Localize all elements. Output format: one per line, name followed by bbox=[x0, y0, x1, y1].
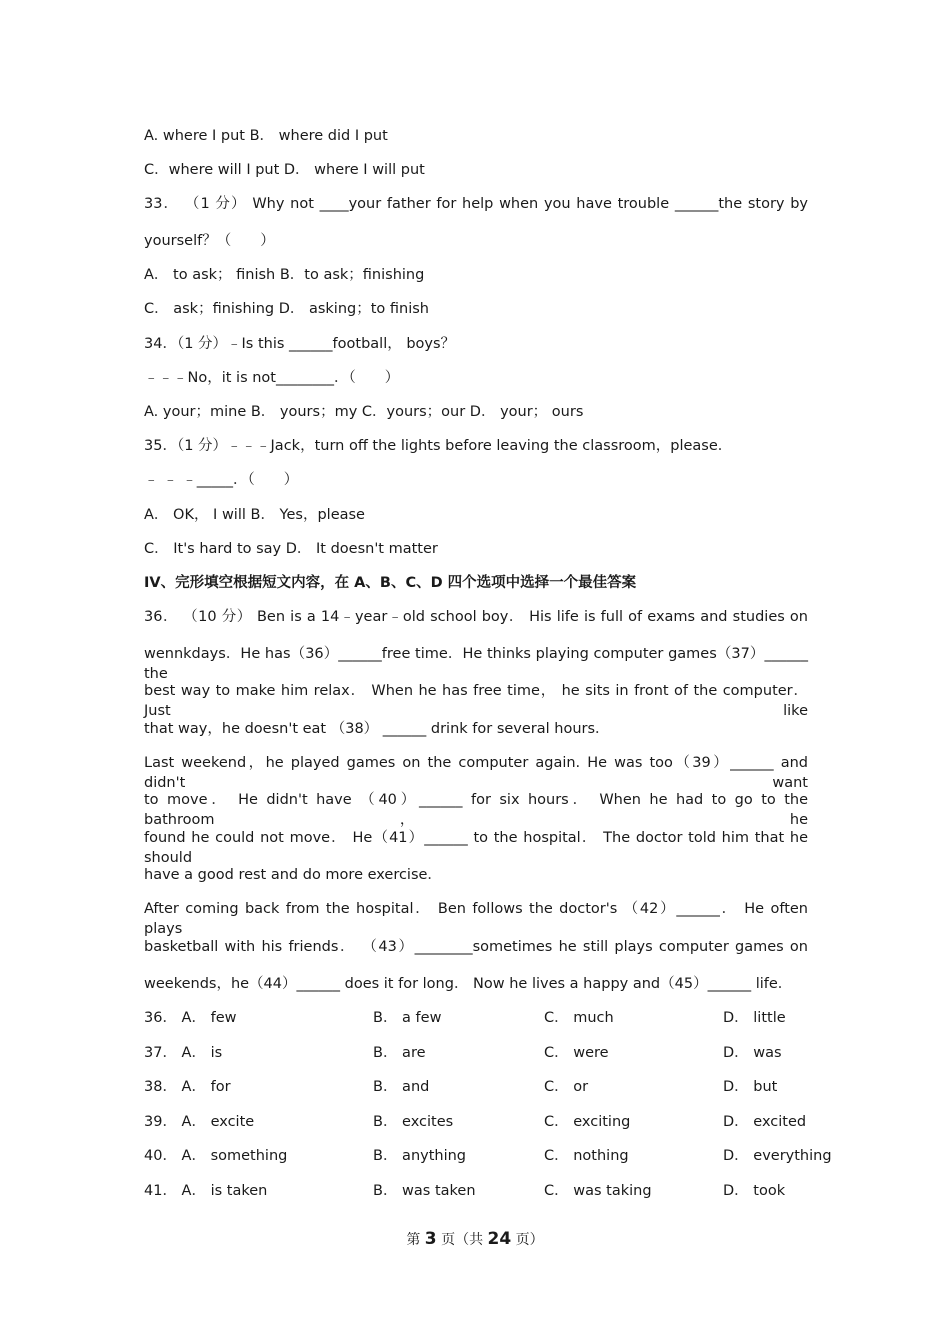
option-c: C． were bbox=[544, 1045, 609, 1061]
option-d: D． took bbox=[723, 1183, 786, 1199]
option-c: C． was taking bbox=[544, 1183, 652, 1199]
option-d: D． was bbox=[723, 1045, 782, 1061]
q34-options: A. your；mine B． yours；my C．yours；our D． your； ours bbox=[144, 404, 584, 420]
q33-options-line1: A． to ask； finish B．to ask；finishing bbox=[144, 267, 425, 283]
q32-options-line1: A. where I put B． where did I put bbox=[144, 128, 388, 144]
q34-question: 34．（1 分）﹣Is this ______football， boys？ bbox=[144, 336, 456, 352]
q33-question: 33． （1 分） Why not ____your father for help when you have trouble ______the story by bbox=[144, 196, 808, 212]
q32-options-line2: C．where will I put D． where I will put bbox=[144, 162, 425, 178]
option-b: B． excites bbox=[373, 1114, 454, 1130]
option-a: 40． A． something bbox=[144, 1148, 288, 1164]
option-d: D． but bbox=[723, 1079, 778, 1095]
option-a: 38． A． for bbox=[144, 1079, 231, 1095]
passage-line: have a good rest and do more exercise． bbox=[144, 867, 442, 883]
passage-line: best way to make him relax． When he has free time， he sits in front of the computer． Just like bbox=[144, 683, 808, 719]
passage-line: 36． （10 分） Ben is a 14﹣year﹣old school boy． His life is full of exams and studies on bbox=[144, 609, 808, 625]
section-heading: IV、完形填空根据短文内容，在 A、B、C、D 四个选项中选择一个最佳答案 bbox=[144, 575, 637, 591]
q35-options-line2: C． It's hard to say D． It doesn't matter bbox=[144, 541, 438, 557]
q35-question: 35．（1 分）﹣﹣﹣Jack，turn off the lights before leaving the classroom，please． bbox=[144, 438, 733, 454]
page-number: 3 bbox=[424, 1229, 437, 1249]
passage-line: wennkdays．He has（36）______free time．He thinks playing computer games（37）______ the bbox=[144, 646, 808, 682]
option-c: C． or bbox=[544, 1079, 589, 1095]
total-pages: 24 bbox=[487, 1229, 512, 1249]
option-d: D． excited bbox=[723, 1114, 807, 1130]
option-d: D． everything bbox=[723, 1148, 832, 1164]
passage-line: After coming back from the hospital． Ben follows the doctor's （42）______． He often plays bbox=[144, 901, 808, 937]
footer-middle: 页（共 bbox=[436, 1232, 488, 1248]
q35-options-line1: A． OK， I will B． Yes，please bbox=[144, 507, 365, 523]
page-footer bbox=[0, 1229, 950, 1249]
passage-line: to move． He didn't have （40）______ for six hours． When he had to go to the bathroom， he bbox=[144, 792, 808, 828]
q33-question-cont: yourself？（ ） bbox=[144, 233, 275, 249]
passage-line: found he could not move． He（41）______ to the hospital． The doctor told him that he should bbox=[144, 830, 808, 866]
passage-line: that way，he doesn't eat （38） ______ drink for several hours． bbox=[144, 721, 610, 737]
option-a: 41． A． is taken bbox=[144, 1183, 268, 1199]
option-c: C． nothing bbox=[544, 1148, 629, 1164]
passage-line: Last weekend，he played games on the computer again. He was too（39）______ and didn't want bbox=[144, 755, 808, 791]
option-d: D． little bbox=[723, 1010, 786, 1026]
q35-question-cont: ﹣ ﹣ ﹣_____．（ ） bbox=[144, 472, 299, 488]
option-b: B． was taken bbox=[373, 1183, 476, 1199]
option-c: C． exciting bbox=[544, 1114, 631, 1130]
option-b: B． and bbox=[373, 1079, 430, 1095]
option-b: B． are bbox=[373, 1045, 426, 1061]
passage-line: weekends，he（44）______ does it for long． Now he lives a happy and（45）______ life． bbox=[144, 976, 793, 992]
option-b: B． a few bbox=[373, 1010, 442, 1026]
passage-line: basketball with his friends． （43）________sometimes he still plays computer games on bbox=[144, 939, 808, 955]
option-a: 39． A． excite bbox=[144, 1114, 255, 1130]
q33-options-line2: C． ask；finishing D． asking；to finish bbox=[144, 301, 429, 317]
footer-prefix: 第 bbox=[406, 1232, 425, 1248]
option-b: B． anything bbox=[373, 1148, 467, 1164]
q34-question-cont: ﹣﹣﹣No，it is not________．（ ） bbox=[144, 370, 400, 386]
footer-suffix: 页） bbox=[511, 1232, 544, 1248]
option-a: 37． A． is bbox=[144, 1045, 223, 1061]
option-c: C． much bbox=[544, 1010, 614, 1026]
option-a: 36． A． few bbox=[144, 1010, 237, 1026]
